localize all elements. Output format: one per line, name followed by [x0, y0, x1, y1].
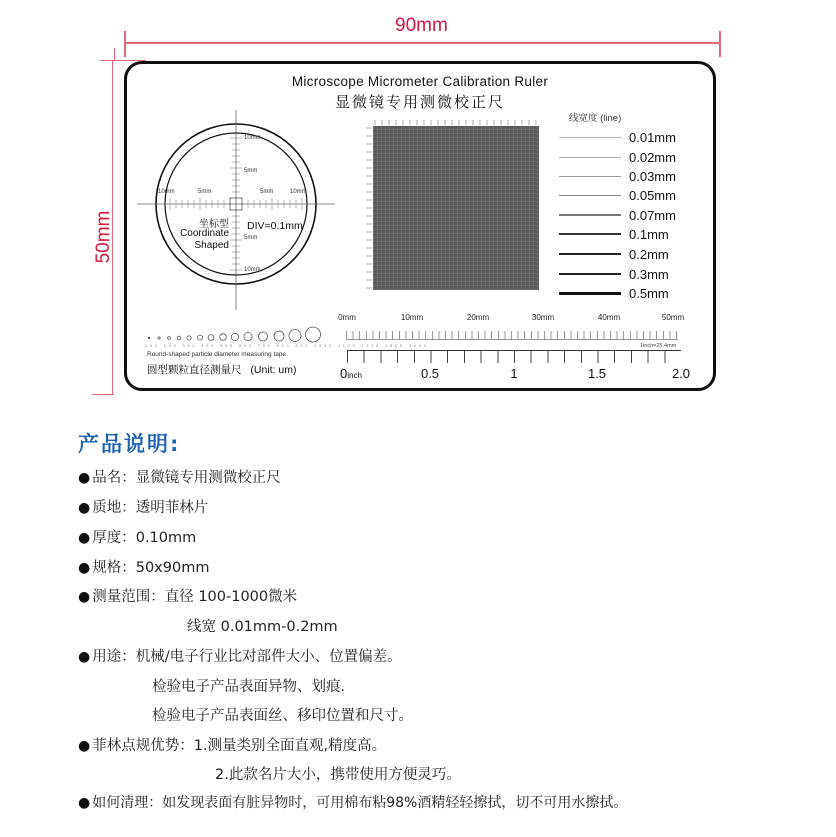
line-width-row [559, 283, 669, 303]
width-dim-label: 90mm [395, 15, 448, 36]
inch-conversion-note: 1inch=25.4mm [640, 343, 677, 349]
mm-label: 20mm [466, 313, 490, 322]
micro-grid-square [373, 126, 539, 290]
mm-label: 30mm [531, 313, 555, 322]
grid-top-ticks [373, 118, 541, 126]
bullet-icon: ● [78, 560, 91, 576]
card-title-cn: 显微镜专用测微校正尺 [334, 94, 505, 111]
spec-text: 菲林点规优势：1.测量类别全面直观,精度高。 [92, 738, 387, 754]
width-dim-right-tick [719, 31, 721, 57]
line-width-label: 0.01mm [629, 129, 676, 145]
mm-label: 50mm [661, 313, 685, 322]
spec-row-advantages [78, 734, 386, 755]
bullet-icon: ● [78, 589, 91, 605]
bullet-icon: ● [78, 500, 91, 516]
line-sample [559, 176, 621, 177]
line-sample [559, 214, 621, 216]
reticle-div-label: DIV=0.1mm [247, 220, 303, 232]
spec-text: 如何清理：如发现表面有脏异物时，可用棉布粘98%酒精轻轻擦拭，切不可用水擦拭。 [92, 795, 628, 811]
reticle-h-left-5: 5mm [198, 189, 212, 195]
reticle-label-en-1: Coordinate [180, 228, 229, 239]
height-dim-bottom-tick [92, 394, 114, 395]
reticle-h-left-10: 10mm [158, 189, 175, 195]
spec-text: 线宽 0.01mm-0.2mm [187, 619, 338, 635]
inch-label: 2.0 [671, 366, 691, 381]
mm-label: 0mm [338, 313, 356, 322]
reticle-v-top-10: 10mm [244, 135, 261, 141]
reticle-graphic [132, 110, 342, 320]
line-width-label: 0.1mm [629, 226, 669, 242]
spec-text: 规格：50x90mm [92, 560, 210, 576]
bullet-icon: ● [78, 649, 91, 665]
line-sample [559, 292, 621, 295]
line-width-label: 0.5mm [629, 285, 669, 301]
line-width-label: 0.03mm [629, 168, 676, 184]
spec-text: 检验电子产品表面异物、划痕. [152, 679, 346, 695]
reticle-v-top-5: 5mm [244, 168, 258, 174]
line-width-label: 0.2mm [629, 246, 669, 262]
line-width-row [559, 264, 669, 284]
inch-zero-label [340, 366, 362, 381]
reticle-label-cn: 坐标型 [199, 219, 229, 230]
height-dim-corner-tick [114, 48, 115, 60]
line-width-row [559, 166, 676, 186]
line-sample [559, 137, 621, 138]
width-dim-left-tick [124, 31, 126, 57]
mm-ruler-ticks [346, 325, 678, 340]
spec-row-range-2 [187, 615, 338, 636]
card-title-en: Microscope Micrometer Calibration Ruler [291, 74, 549, 89]
spec-row-range [78, 585, 297, 606]
spec-row-name [78, 466, 281, 487]
mm-label: 40mm [597, 313, 621, 322]
line-width-label: 0.02mm [629, 149, 676, 165]
spec-text: 品名：显微镜专用测微校正尺 [92, 470, 281, 486]
reticle-h-right-5: 5mm [260, 189, 274, 195]
spec-text: 测量范围：直径 100-1000微米 [92, 589, 298, 605]
spec-row-advantages-2 [215, 763, 461, 784]
particle-caption-en: Round-shaped particle diameter measuring tape [147, 351, 287, 358]
inch-zero: 0 [340, 366, 348, 381]
inch-ruler-ticks [347, 350, 681, 363]
line-width-label: 0.07mm [629, 207, 676, 223]
width-dim-line [124, 42, 721, 44]
spec-row-cleaning [78, 792, 627, 812]
line-width-row [559, 185, 676, 205]
spec-row-material [78, 496, 208, 517]
reticle-v-bottom-5: 5mm [244, 235, 258, 241]
spec-text: 用途：机械/电子行业比对部件大小、位置偏差。 [92, 649, 402, 665]
particle-caption-cn-text: 圆型颗粒直径测量尺 [147, 364, 242, 376]
line-sample [559, 157, 621, 158]
line-width-header: 线宽度 (line) [569, 113, 622, 124]
bullet-icon: ● [78, 530, 91, 546]
mm-label: 10mm [400, 313, 424, 322]
particle-unit: (Unit: um) [250, 364, 297, 376]
grid-left-ticks [363, 126, 373, 292]
line-sample [559, 253, 621, 255]
spec-row-size [78, 556, 209, 577]
spec-row-thickness [78, 526, 196, 547]
line-width-row [559, 244, 669, 264]
inch-unit: inch [347, 371, 362, 380]
line-width-row [559, 224, 669, 244]
reticle-h-right-10: 10mm [290, 189, 307, 195]
line-width-row [559, 205, 676, 225]
inch-label: 0.5 [420, 366, 440, 381]
particle-size-labels: 100 200 300 400 500 600 700 800 900 1000 1100 1200 1500 2000 [145, 344, 429, 348]
spec-row-usage-3 [152, 704, 413, 725]
line-width-row [559, 127, 676, 147]
inch-label: 1.5 [587, 366, 607, 381]
spec-text: 检验电子产品表面丝、移印位置和尺寸。 [152, 708, 413, 724]
reticle-label-en-2: Shaped [194, 240, 229, 251]
spec-row-usage [78, 645, 402, 666]
bullet-icon: ● [78, 470, 91, 486]
line-width-label: 0.3mm [629, 266, 669, 282]
spec-title: 产品说明: [78, 432, 181, 456]
line-sample [559, 233, 621, 235]
calibration-ruler-card [124, 61, 716, 391]
inch-label: 1 [510, 366, 518, 381]
spec-text: 厚度：0.10mm [92, 530, 197, 546]
spec-row-usage-2 [152, 675, 345, 696]
spec-text: 2.此款名片大小，携带使用方便灵巧。 [215, 767, 461, 783]
line-sample [559, 195, 621, 196]
height-dim-label: 50mm [93, 210, 114, 264]
line-width-label: 0.05mm [629, 187, 676, 203]
particle-caption-cn [147, 362, 297, 377]
bullet-icon: ● [78, 795, 91, 811]
line-sample [559, 273, 621, 276]
bullet-icon: ● [78, 738, 91, 754]
line-width-row [559, 147, 676, 167]
reticle-v-bottom-10: 10mm [244, 267, 261, 273]
spec-text: 质地：透明菲林片 [92, 500, 209, 516]
